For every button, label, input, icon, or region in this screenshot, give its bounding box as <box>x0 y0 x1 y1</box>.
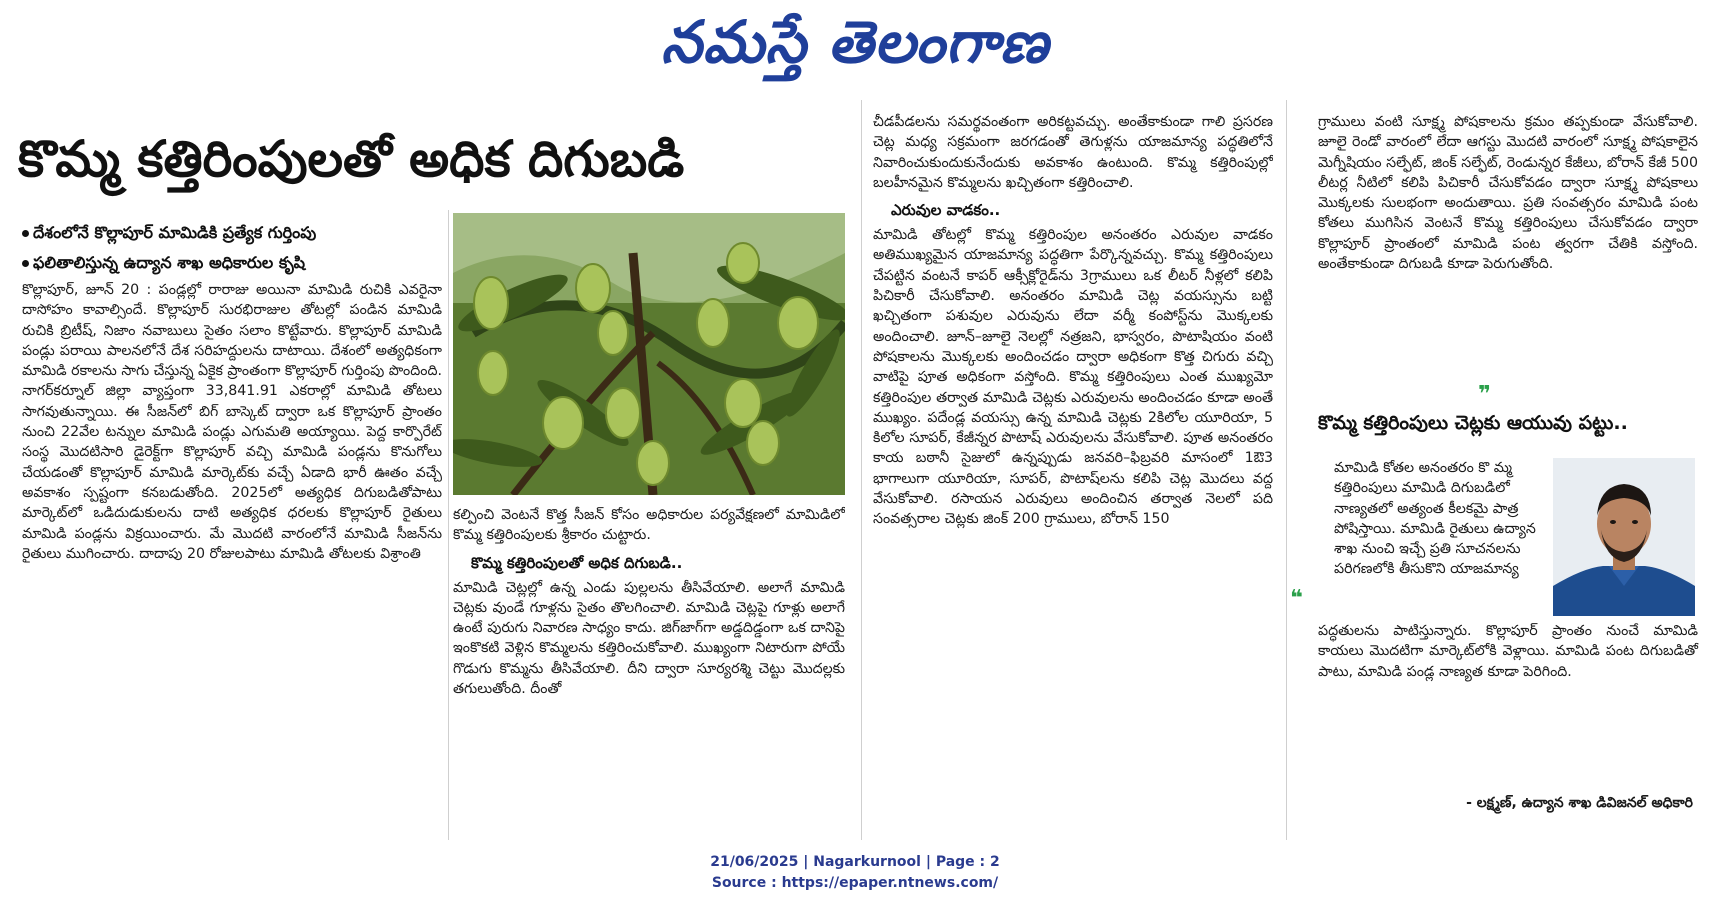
sidebar-quote-text: మామిడి కోతల అనంతరం కొ మ్మ కత్తిరింపులు మామిడి దిగుబడిలో నాణ్యతలో అత్యంత కీలకమై పాత్ర పోషిస్తాయి. మామిడి రైతులు ఉద్యాన శాఖ నుంచి ఇచ్చే ప్రతి సూచనలను పరిగణలోకి తీసుకొని యాజమాన్య <box>1334 460 1536 578</box>
article-column-4 <box>1318 112 1698 397</box>
masthead <box>0 4 1710 82</box>
column-divider <box>861 100 862 840</box>
column-divider <box>1286 100 1287 840</box>
body-text: చీడపీడలను సమర్థవంతంగా అరికట్టవచ్చు. అంతేకాకుండా గాలి ప్రసరణ చెట్ల మధ్య సక్రమంగా జరగడంతో తెగుళ్లను యాజమాన్య పద్ధతిలోనే నివారించుకుందుకునేందుకు అవకాశం ఉంటుంది. కొమ్మ కత్తిరింపుల్లో బలహీనమైన కొమ్మలను ఖచ్చితంగా కత్తిరించాలి. <box>873 114 1273 191</box>
sidebar-title: కొమ్మ కత్తిరింపులు చెట్లకు ఆయువు పట్టు.. <box>1318 412 1628 434</box>
page-footer <box>0 852 1710 894</box>
newspaper-name: నమస్తే తెలంగాణ <box>661 8 1049 76</box>
bullet-icon <box>22 260 29 267</box>
mango-tree-image <box>453 213 845 495</box>
body-text: కొల్లాపూర్, జూన్ 20 : పండ్లల్లో రారాజు అయినా మామిడి రుచికి ఎవరైనా దాసోహం కావాల్సిందే. కొల్లాపూర్ సురభిరాజుల తోటల్లో పండిన మామిడి రుచికి బ్రిటీష్, నిజాం నవాబులు సైతం సలాం కొట్టేవారు. కొల్లాపూర్ మామిడి పండ్లు పరాయి పాలనలోనే దేశ సరిహద్దులను దాటాయి. దేశంలో అత్యధికంగా మామిడి రకాలను సాగు చేస్తున్న ఏకైక ప్రాంతంగా కొల్లాపూర్ గుర్తింపు పొందింది. నాగర్‌కర్నూల్ జిల్లా వ్యాప్తంగా 33,841.91 ఎకరాల్లో మామిడి తోటలు సాగవుతున్నాయి. ఈ సీజన్‌లో బిగ్ బాస్కెట్ ద్వారా ఒక కొల్లాపూర్ ప్రాంతం నుంచి 22వేల టన్నుల మామిడి పండ్లు ఎగుమతి అయ్యాయి. పెద్ద కార్పొరేట్ సంస్థ మొదటిసారి డైరెక్ట్‌గా కొల్లాపూర్ వచ్చి మామిడి పండ్లను కొనుగోలు చేయడంతో కొల్లాపూర్ మామిడి మార్కెట్‌కు వచ్చే ఏడాది భారీ ఊతం వచ్చే అవకాశం స్పష్టంగా కనబడుతోంది. 2025లో అత్యధిక దిగుబడితోపాటు మార్కెట్‌లో ఒడిదుడుకులను దాటి అత్యధిక ధరలకు కొల్లాపూర్ రైతులు మామిడి పండ్లను విక్రయించారు. మే మొదటి వారంలోనే మామిడి సీజన్‌ను రైతులు ముగించారు. దాదాపు 20 రోజులపాటు మామిడి తోటలకు విశ్రాంతి <box>22 282 442 562</box>
person-portrait-image <box>1553 458 1695 616</box>
article-column-2 <box>453 505 845 840</box>
body-text: మామిడి చెట్లల్లో ఉన్న ఎండు పుల్లలను తీసివేయాలి. అలాగే మామిడి చెట్లకు వుండే గూళ్లను సైతం తొలగించాలి. మామిడి చెట్లపై గూళ్లు అలాగే ఉంటే పురుగు నివారణ సాధ్యం కాదు. జిగ్‌జాగ్‌గా అడ్డదిడ్డంగా ఒక దానిపై ఇంకొకటి వెళ్లిన కొమ్మలను కత్తిరించుకోవాలి. ముఖ్యంగా నిటారుగా పోయే గొడుగు కొమ్మను తీసివేయాలి. దీని ద్వారా సూర్యరశ్మి చెట్టు మొదల్లకు తగులుతోంది. దీంతో <box>453 579 845 698</box>
bullet-icon <box>22 230 29 237</box>
quote-attribution: - లక్ష్మణ్, ఉద్యాన శాఖ డివిజనల్ అధికారి <box>1466 795 1693 811</box>
footer-date-edition: 21/06/2025 | Nagarkurnool | Page : 2 <box>710 854 1000 870</box>
article-column-3 <box>873 112 1273 840</box>
body-text: కల్పించి వెంటనే కొత్త సీజన్ కోసం అధికారుల పర్యవేక్షణలో మామిడిలో కొమ్మ కత్తిరింపులకు శ్రీకారం చుట్టారు. <box>453 507 845 544</box>
mango-tree-photo <box>453 213 845 495</box>
footer-source-link[interactable]: Source : https://epaper.ntnews.com/ <box>711 875 999 891</box>
quote-close-icon: ❝ <box>1290 586 1303 611</box>
official-portrait-photo <box>1553 458 1695 616</box>
body-text: మామిడి తోటల్లో కొమ్మ కత్తిరింపుల అనంతరం ఎరువుల వాడకం అతిముఖ్యమైన యాజమాన్య పద్ధతిగా పేర్కొన్నవచ్చు. కొమ్మ కత్తిరింపులు చేపట్టిన వంటనే కాపర్ ఆక్సీక్లోరైడ్‌ను 3గ్రాములు ఒక లీటర్ నీళ్లలో కలిపి పిచికారీ చేసుకోవాలి. అనంతరం మామిడి చెట్ల వయస్సును బట్టి ఖచ్చితంగా పశువుల ఎరువును లేదా వర్మీ కంపోస్ట్‌ను మొక్కలకు అందించాలి. జూన్–జూలై నెలల్లో నత్రజని, భాస్వరం, పొటాషియం వంటి పోషకాలను మొక్కలకు అందించడం ద్వారా అధికంగా కొత్త చిగురు వచ్చి వాటిపై పూత అధికంగా వస్తోంది. కొమ్మ కత్తిరింపులు ఎంత ముఖ్యమో కత్తిరింపుల తర్వాత మామిడి చెట్లకు ఎరువులను అందించడం కూడా అంతే ముఖ్యం. పదేండ్ల వయస్సు ఉన్న మామిడి చెట్లకు 2కిలోల యూరియా, 5 కిలోల సూపర్, కేజీన్నర పొటాష్ ఎరువులను వేసుకోవాలి. పూత అనంతరం కాయ బఠానీ సైజులో ఉన్నప్పుడు జనవరి–ఫిబ్రవరి మాసంలో 1ఔ3 భాగాలుగా యూరియా, సూపర్, పొటాష్‌లను కలిపి చెట్ల మొదలు వద్ద వేసుకోవాలి. రసాయన ఎరువులు అందించిన తర్వాత నెలలో పది సంవత్సరాల చెట్లకు జింక్ 200 గ్రాములు, బోరాన్ 150 <box>873 227 1273 528</box>
section-subheading: కొమ్మ కత్తిరింపులతో అధిక దిగుబడి.. <box>471 553 683 572</box>
quote-open-icon: ❞ <box>1478 382 1491 407</box>
sidebar-quote-text-continued: పద్ధతులను పాటిస్తున్నారు. కొల్లాపూర్ ప్రాంతం నుంచే మామిడి కాయలు మొదటిగా మార్కెట్‌లోకి వెళ్లాయి. మామిడి పంట దిగుబడితో పాటు, మామిడి పండ్ల నాణ్యత కూడా పెరిగింది. <box>1318 623 1698 680</box>
article-column-1 <box>22 280 442 840</box>
section-subheading: ఎరువుల వాడకం.. <box>891 201 1001 220</box>
column-divider <box>448 210 449 840</box>
body-text: గ్రాములు వంటి సూక్ష్మ పోషకాలను క్రమం తప్పకుండా వేసుకోవాలి. జూలై రెండో వారంలో లేదా ఆగస్టు మొదటి వారంలో సూక్ష్మ పోషకాలైన మెగ్నీషియం సల్ఫేట్, జింక్ సల్ఫేట్, రెండున్నర కేజీలు, బోరాన్ కేజీ 500 లీటర్ల నీటిలో కలిపి పిచికారీ చేసుకోవడం ద్వారా సూక్ష్మ పోషకాలు మొక్కలకు సులభంగా అందుతాయి. ప్రతి సంవత్సరం మామిడి పంట కోతలు ముగిసిన వెంటనే కొమ్మ కత్తిరింపులు చేసుకోవడం ద్వారా కొల్లాపూర్ ప్రాంతంలో మామిడి పంట త్వరగా చేతికి వస్తోంది. అంతేకాకుండా దిగుబడి కూడా పెరుగుతోంది. <box>1318 114 1698 273</box>
bullet-point: ఫలితాలిస్తున్న ఉద్యాన శాఖ అధికారుల కృషి <box>22 248 442 278</box>
bullet-point: దేశంలోనే కొల్లాపూర్ మామిడికి ప్రత్యేక గుర్తింపు <box>22 218 442 248</box>
article-headline: కొమ్మ కత్తిరింపులతో అధిక దిగుబడి <box>18 130 685 188</box>
article-bullets <box>22 218 442 278</box>
